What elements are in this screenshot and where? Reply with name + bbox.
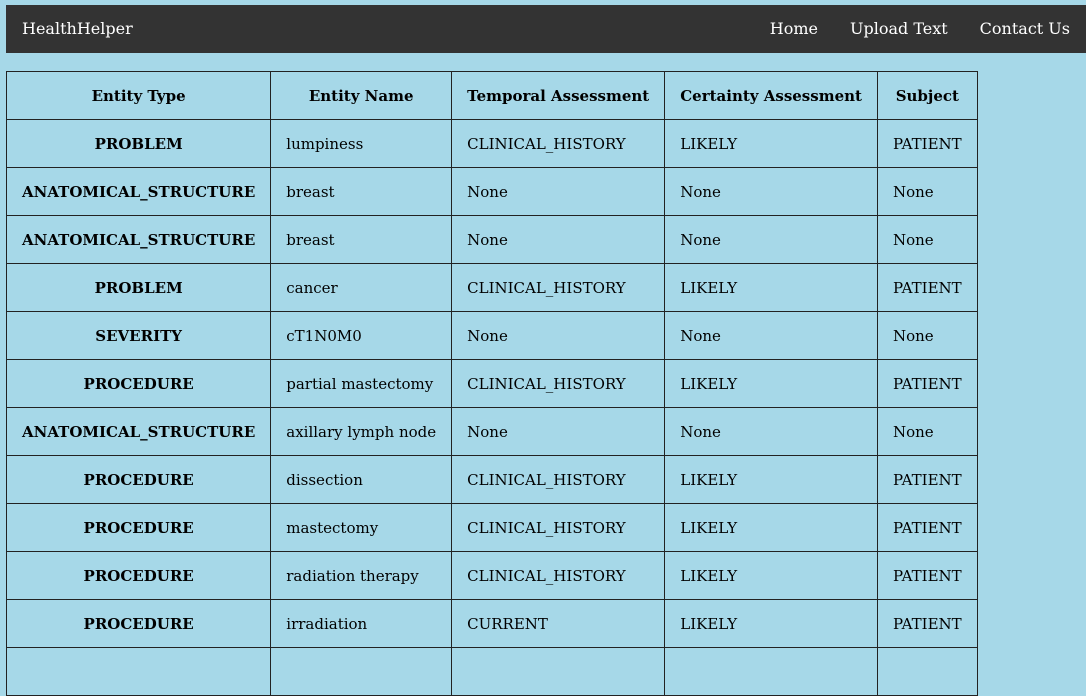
header-entity-name: Entity Name bbox=[271, 72, 452, 120]
cell-entity-name: breast bbox=[271, 216, 452, 264]
table-row bbox=[7, 456, 978, 504]
cell-subject: PATIENT bbox=[877, 360, 977, 408]
cell-entity-name: axillary lymph node bbox=[271, 408, 452, 456]
cell-entity-type: ANATOMICAL_STRUCTURE bbox=[7, 408, 271, 456]
cell-entity-type: PROCEDURE bbox=[7, 360, 271, 408]
cell-certainty-assessment: LIKELY bbox=[665, 552, 878, 600]
cell-entity-name: cT1N0M0 bbox=[271, 312, 452, 360]
header-temporal-assessment: Temporal Assessment bbox=[452, 72, 665, 120]
nav-upload-text-link[interactable]: Upload Text bbox=[849, 19, 948, 38]
cell-entity-type: ANATOMICAL_STRUCTURE bbox=[7, 216, 271, 264]
cell-subject: PATIENT bbox=[877, 600, 977, 648]
cell-certainty-assessment: None bbox=[665, 408, 878, 456]
cell-subject: None bbox=[877, 312, 977, 360]
cell-temporal-assessment: CLINICAL_HISTORY bbox=[452, 552, 665, 600]
cell-subject bbox=[877, 648, 977, 696]
table-row bbox=[7, 600, 978, 648]
table-row bbox=[7, 216, 978, 264]
table-header-row bbox=[7, 72, 978, 120]
table-row bbox=[7, 312, 978, 360]
cell-temporal-assessment: CLINICAL_HISTORY bbox=[452, 120, 665, 168]
cell-entity-name: irradiation bbox=[271, 600, 452, 648]
table-row bbox=[7, 504, 978, 552]
nav-links bbox=[754, 5, 1086, 53]
table-row bbox=[7, 264, 978, 312]
cell-certainty-assessment: LIKELY bbox=[665, 600, 878, 648]
cell-subject: None bbox=[877, 408, 977, 456]
cell-entity-name: lumpiness bbox=[271, 120, 452, 168]
cell-entity-name: mastectomy bbox=[271, 504, 452, 552]
cell-certainty-assessment: LIKELY bbox=[665, 360, 878, 408]
cell-entity-type: PROCEDURE bbox=[7, 456, 271, 504]
entity-table-container bbox=[6, 71, 978, 696]
table-row bbox=[7, 552, 978, 600]
cell-temporal-assessment bbox=[452, 648, 665, 696]
cell-entity-type bbox=[7, 648, 271, 696]
cell-entity-type: ANATOMICAL_STRUCTURE bbox=[7, 168, 271, 216]
cell-temporal-assessment: CLINICAL_HISTORY bbox=[452, 504, 665, 552]
cell-subject: PATIENT bbox=[877, 120, 977, 168]
cell-temporal-assessment: None bbox=[452, 216, 665, 264]
cell-certainty-assessment: None bbox=[665, 168, 878, 216]
cell-subject: None bbox=[877, 216, 977, 264]
cell-entity-type: SEVERITY bbox=[7, 312, 271, 360]
brand-link[interactable]: HealthHelper bbox=[22, 19, 133, 38]
cell-temporal-assessment: None bbox=[452, 168, 665, 216]
header-certainty-assessment: Certainty Assessment bbox=[665, 72, 878, 120]
cell-entity-type: PROCEDURE bbox=[7, 504, 271, 552]
cell-certainty-assessment: None bbox=[665, 312, 878, 360]
cell-certainty-assessment bbox=[665, 648, 878, 696]
cell-entity-type: PROCEDURE bbox=[7, 552, 271, 600]
cell-entity-name: dissection bbox=[271, 456, 452, 504]
cell-temporal-assessment: None bbox=[452, 408, 665, 456]
cell-temporal-assessment: None bbox=[452, 312, 665, 360]
cell-entity-type: PROBLEM bbox=[7, 120, 271, 168]
cell-certainty-assessment: LIKELY bbox=[665, 456, 878, 504]
cell-entity-name: breast bbox=[271, 168, 452, 216]
table-body bbox=[7, 120, 978, 696]
top-navbar bbox=[6, 5, 1086, 53]
table-row bbox=[7, 648, 978, 696]
table-row bbox=[7, 168, 978, 216]
cell-certainty-assessment: LIKELY bbox=[665, 504, 878, 552]
cell-entity-name: radiation therapy bbox=[271, 552, 452, 600]
table-row bbox=[7, 408, 978, 456]
cell-certainty-assessment: None bbox=[665, 216, 878, 264]
cell-subject: None bbox=[877, 168, 977, 216]
cell-entity-name bbox=[271, 648, 452, 696]
cell-subject: PATIENT bbox=[877, 504, 977, 552]
cell-entity-name: partial mastectomy bbox=[271, 360, 452, 408]
entity-table bbox=[6, 71, 978, 696]
cell-subject: PATIENT bbox=[877, 552, 977, 600]
header-subject: Subject bbox=[877, 72, 977, 120]
cell-entity-type: PROCEDURE bbox=[7, 600, 271, 648]
cell-entity-type: PROBLEM bbox=[7, 264, 271, 312]
table-row bbox=[7, 120, 978, 168]
nav-home-link[interactable]: Home bbox=[769, 19, 818, 38]
cell-temporal-assessment: CLINICAL_HISTORY bbox=[452, 360, 665, 408]
cell-certainty-assessment: LIKELY bbox=[665, 120, 878, 168]
nav-contact-us-link[interactable]: Contact Us bbox=[979, 19, 1070, 38]
cell-temporal-assessment: CLINICAL_HISTORY bbox=[452, 456, 665, 504]
table-row bbox=[7, 360, 978, 408]
cell-subject: PATIENT bbox=[877, 264, 977, 312]
header-entity-type: Entity Type bbox=[7, 72, 271, 120]
cell-certainty-assessment: LIKELY bbox=[665, 264, 878, 312]
cell-entity-name: cancer bbox=[271, 264, 452, 312]
cell-temporal-assessment: CURRENT bbox=[452, 600, 665, 648]
cell-temporal-assessment: CLINICAL_HISTORY bbox=[452, 264, 665, 312]
cell-subject: PATIENT bbox=[877, 456, 977, 504]
